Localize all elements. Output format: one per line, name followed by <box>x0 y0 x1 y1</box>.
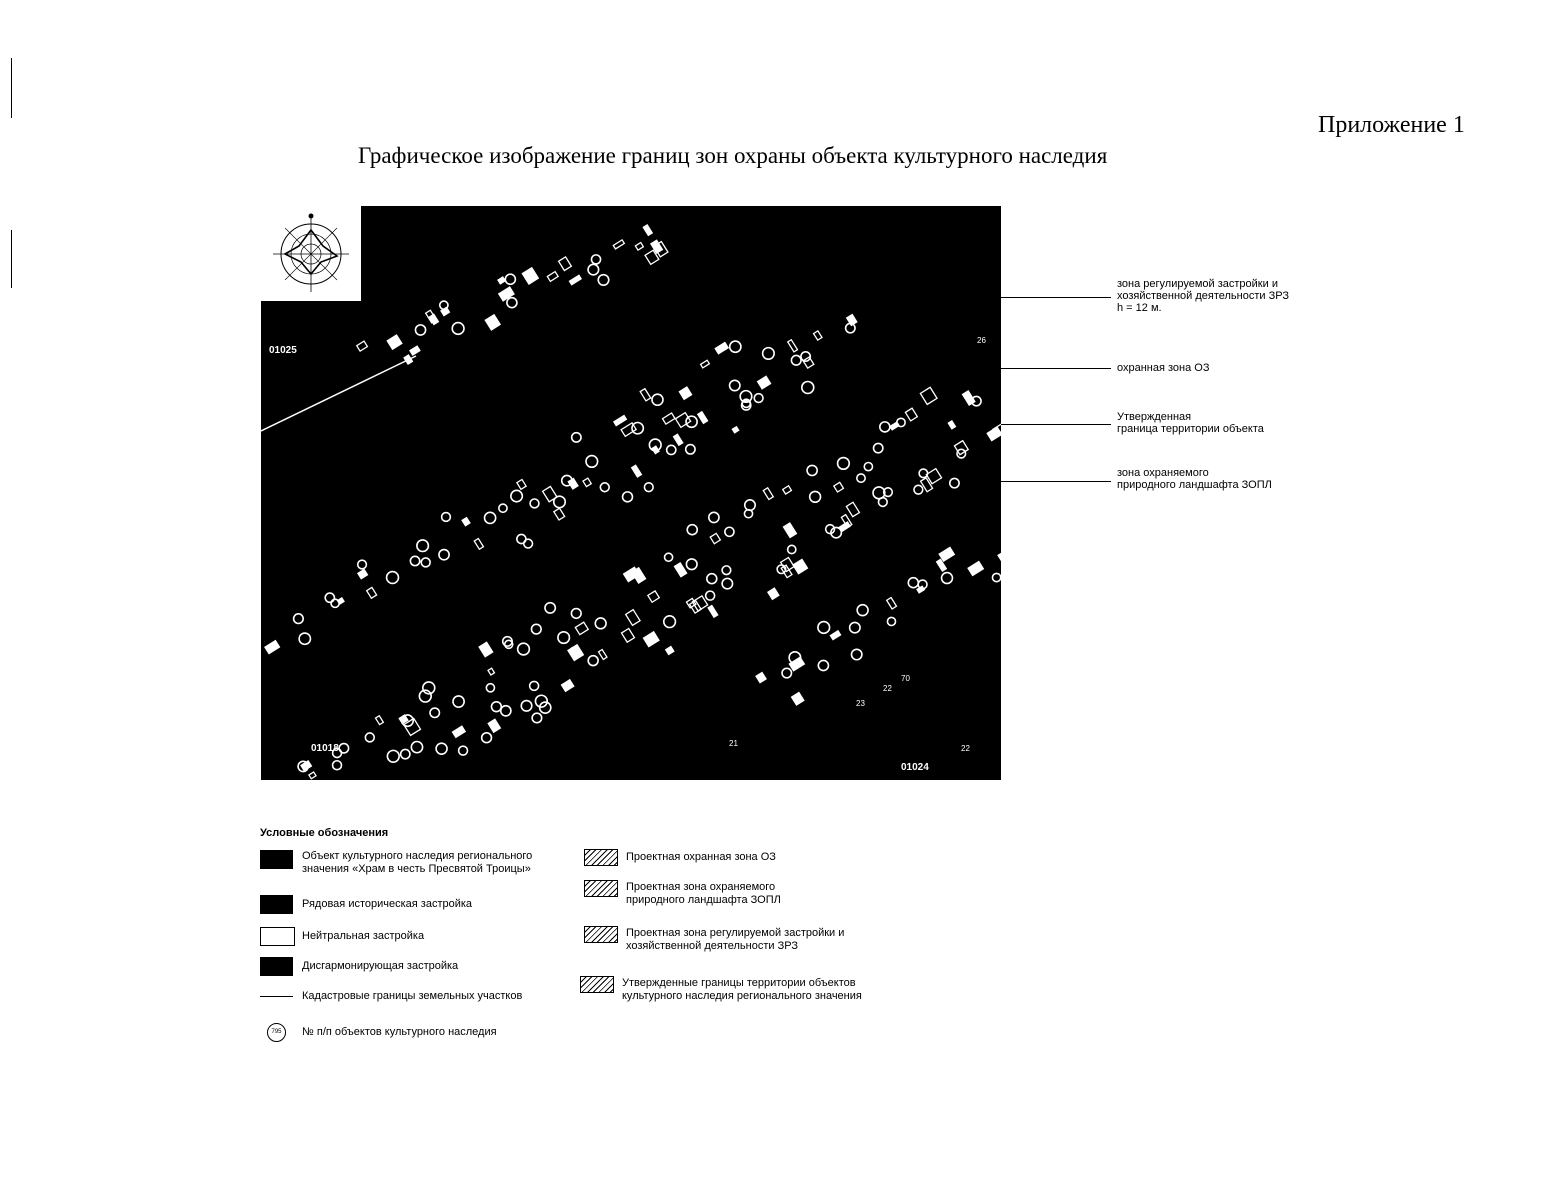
building-icon <box>571 609 581 619</box>
cadastral-boundary-line <box>261 356 416 431</box>
callout-leader-boundary <box>1001 424 1111 425</box>
callout-leader-zrz <box>1001 297 1111 298</box>
building-icon <box>814 331 822 340</box>
building-icon <box>530 499 539 508</box>
callout-zrz <box>1117 278 1289 314</box>
building-icon <box>501 706 511 716</box>
building-icon <box>499 287 514 301</box>
building-icon <box>485 512 496 523</box>
building-icon <box>937 559 947 571</box>
building-icon <box>950 478 959 487</box>
building-icon <box>745 500 756 511</box>
callout-zopl-line1: зона охраняемого <box>1117 467 1209 479</box>
page-title: Графическое изображение границ зон охраны объекта культурного наследия <box>358 143 1108 168</box>
building-icon <box>586 456 598 468</box>
building-icon <box>687 525 697 535</box>
building-icon <box>686 559 697 570</box>
building-icon <box>754 394 763 403</box>
building-icon <box>387 750 399 762</box>
building-icon <box>333 761 342 770</box>
building-icon <box>430 708 439 717</box>
building-icon <box>803 357 814 368</box>
building-icon <box>621 628 634 642</box>
building-icon <box>709 512 719 522</box>
building-number-label: 22 <box>883 684 892 693</box>
callout-zrz-line2: хозяйственной деятельности ЗРЗ <box>1117 290 1289 302</box>
building-icon <box>846 502 859 516</box>
building-icon <box>376 716 384 725</box>
building-icon <box>498 277 505 284</box>
building-icon <box>482 733 492 743</box>
legend-item-label: Дисгармонирующая застройка <box>302 960 459 972</box>
building-icon <box>524 539 533 548</box>
building-icon <box>722 578 732 588</box>
building-icon <box>429 314 438 324</box>
building-icon <box>358 560 367 569</box>
building-icon <box>505 274 515 284</box>
building-icon <box>665 553 673 561</box>
building-icon <box>998 550 1001 565</box>
building-icon <box>559 257 572 271</box>
building-icon <box>568 478 578 489</box>
callout-leader-zopl <box>1001 481 1111 482</box>
building-icon <box>632 423 643 434</box>
legend-item-label: Утвержденные границы территории объектов <box>622 977 856 989</box>
building-icon <box>715 343 728 354</box>
legend-item-label: Объект культурного наследия регионального <box>302 850 533 862</box>
building-icon <box>462 518 470 526</box>
callout-leader-oz <box>1001 368 1111 369</box>
building-icon <box>791 355 801 365</box>
legend-item-label: значения «Храм в честь Пресвятой Троицы» <box>302 863 531 875</box>
building-icon <box>491 702 501 712</box>
compass-rose-icon <box>261 206 361 301</box>
building-icon <box>730 380 740 390</box>
building-icon <box>782 668 791 677</box>
building-icon <box>404 355 412 364</box>
building-icon <box>643 225 652 235</box>
building-icon <box>708 605 718 617</box>
legend-item-label: природного ландшафта ЗОПЛ <box>626 894 781 906</box>
building-icon <box>479 642 493 656</box>
building-icon <box>838 458 850 470</box>
callout-oz <box>1117 362 1210 374</box>
building-icon <box>730 341 741 352</box>
legend-swatch-black <box>260 850 293 869</box>
building-icon <box>873 443 882 452</box>
map-canvas[interactable] <box>261 206 1001 780</box>
building-icon <box>644 632 659 647</box>
building-icon <box>648 591 659 602</box>
building-icon <box>632 465 642 477</box>
building-icon <box>792 693 804 705</box>
building-icon <box>598 275 609 286</box>
building-icon <box>793 559 807 573</box>
building-icon <box>331 599 339 607</box>
building-icon <box>569 275 581 284</box>
building-icon <box>518 643 530 655</box>
building-icon <box>789 657 804 671</box>
building-icon <box>486 684 494 692</box>
building-icon <box>309 772 316 779</box>
callout-zrz-line3: h = 12 м. <box>1117 302 1162 314</box>
building-icon <box>756 673 766 683</box>
callout-boundary-line1: Утвержденная <box>1117 411 1192 423</box>
building-icon <box>357 341 368 351</box>
building-icon <box>905 408 917 421</box>
building-icon <box>436 743 447 754</box>
building-icon <box>532 713 542 723</box>
building-icon <box>783 486 792 494</box>
building-number-label: 22 <box>961 744 970 753</box>
building-icon <box>535 695 547 707</box>
building-icon <box>591 255 600 264</box>
callout-zopl <box>1117 467 1272 491</box>
building-icon <box>763 488 773 500</box>
callout-boundary-line2: граница территории объекта <box>1117 423 1264 435</box>
building-icon <box>810 491 821 502</box>
building-icon <box>768 588 779 599</box>
building-icon <box>488 719 500 732</box>
building-icon <box>674 563 686 577</box>
legend-title: Условные обозначения <box>260 827 389 839</box>
building-icon <box>939 547 954 561</box>
legend-item-label: Проектная зона охраняемого <box>626 881 776 893</box>
building-icon <box>763 348 775 360</box>
building-icon <box>554 496 566 508</box>
building-icon <box>421 558 430 567</box>
building-number-label: 21 <box>729 739 738 748</box>
legend-item-label: № п/п объектов культурного наследия <box>302 1026 497 1038</box>
parcel-label: 01024 <box>901 762 929 773</box>
building-icon <box>415 325 425 335</box>
building-icon <box>788 340 798 352</box>
building-icon <box>788 545 796 553</box>
building-icon <box>968 562 983 576</box>
building-icon <box>850 622 860 632</box>
building-icon <box>442 513 451 522</box>
building-icon <box>588 656 598 666</box>
building-icon <box>294 614 304 624</box>
margin-rule-bottom <box>11 230 12 288</box>
callout-oz-line1: охранная зона ОЗ <box>1117 362 1210 374</box>
building-icon <box>674 434 683 445</box>
building-icon <box>802 382 814 394</box>
building-icon <box>920 387 937 404</box>
building-icon <box>387 572 399 584</box>
building-icon <box>890 422 899 430</box>
building-icon <box>679 387 691 399</box>
building-icon <box>530 681 539 690</box>
building-icon <box>686 445 695 454</box>
building-icon <box>401 749 410 758</box>
building-icon <box>851 649 861 659</box>
building-icon <box>675 413 690 428</box>
building-icon <box>948 421 955 429</box>
building-icon <box>265 641 279 654</box>
building-icon <box>499 504 507 512</box>
building-icon <box>452 323 464 335</box>
building-icon <box>710 533 720 543</box>
callout-zrz-line1: зона регулируемой застройки и <box>1117 278 1278 290</box>
building-icon <box>562 680 574 692</box>
building-icon <box>686 416 697 427</box>
building-icon <box>783 523 796 538</box>
building-icon <box>725 527 734 536</box>
building-icon <box>572 433 581 442</box>
building-icon <box>908 578 918 588</box>
building-icon <box>439 550 449 560</box>
building-icon <box>599 650 607 660</box>
building-icon <box>485 315 500 330</box>
building-icon <box>644 483 653 492</box>
building-icon <box>722 566 731 575</box>
building-icon <box>887 617 895 625</box>
building-icon <box>807 465 817 475</box>
building-icon <box>531 624 541 634</box>
building-icon <box>706 591 715 600</box>
building-icon <box>880 422 890 432</box>
callout-zopl-line2: природного ландшафта ЗОПЛ <box>1117 479 1272 491</box>
building-icon <box>664 616 676 628</box>
building-icon <box>857 605 868 616</box>
building-icon <box>623 492 633 502</box>
building-icon <box>453 726 466 737</box>
legend-swatch-hatch <box>584 926 618 943</box>
map-buildings-layer <box>261 206 1001 780</box>
building-icon <box>517 480 526 490</box>
building-number-label: 23 <box>856 699 865 708</box>
building-icon <box>410 556 419 565</box>
building-icon <box>474 539 483 550</box>
building-icon <box>325 593 334 602</box>
building-icon <box>453 696 464 707</box>
building-icon <box>758 376 771 389</box>
parcel-label: 01025 <box>269 345 297 356</box>
building-icon <box>613 240 624 249</box>
building-icon <box>992 573 1000 581</box>
building-icon <box>387 335 402 349</box>
building-icon <box>339 744 348 753</box>
building-icon <box>367 587 377 598</box>
building-icon <box>595 618 606 629</box>
building-icon <box>507 298 517 308</box>
building-icon <box>666 647 674 655</box>
building-icon <box>732 427 738 433</box>
building-icon <box>299 633 310 644</box>
building-icon <box>521 701 532 712</box>
building-icon <box>488 668 494 675</box>
building-icon <box>410 346 420 355</box>
building-icon <box>511 490 522 501</box>
building-number-label: 70 <box>901 674 910 683</box>
building-icon <box>588 264 599 275</box>
building-icon <box>583 478 591 487</box>
building-icon <box>652 394 663 405</box>
building-icon <box>554 508 565 520</box>
building-icon <box>635 243 643 251</box>
legend-swatch-line <box>260 996 293 997</box>
building-icon <box>365 733 374 742</box>
legend-swatch-black <box>260 957 293 976</box>
building-icon <box>522 268 538 284</box>
legend-swatch-hatch <box>584 880 618 897</box>
legend-item-label: Проектная охранная зона ОЗ <box>626 851 776 863</box>
margin-rule-top <box>11 58 12 118</box>
legend-swatch-circle-icon: 795 <box>267 1023 286 1042</box>
building-icon <box>919 469 927 477</box>
building-icon <box>411 741 422 752</box>
building-icon <box>626 610 640 626</box>
appendix-label: Приложение 1 <box>1318 112 1465 138</box>
legend-swatch-white <box>260 927 295 946</box>
building-icon <box>621 423 636 437</box>
building-icon <box>942 573 953 584</box>
parcel-label: 01018 <box>311 743 339 754</box>
callout-boundary <box>1117 411 1264 435</box>
building-icon <box>917 586 924 593</box>
building-icon <box>558 632 570 644</box>
building-icon <box>818 622 830 634</box>
building-icon <box>640 389 650 401</box>
legend-item-label: Кадастровые границы земельных участков <box>302 990 523 1002</box>
legend-item-label: Рядовая историческая застройка <box>302 898 473 910</box>
building-icon <box>834 482 844 492</box>
building-icon <box>698 412 708 424</box>
building-icon <box>830 631 840 640</box>
building-icon <box>818 660 828 670</box>
building-icon <box>600 483 609 492</box>
building-icon <box>707 574 717 584</box>
building-icon <box>545 603 555 613</box>
building-icon <box>358 569 368 578</box>
building-icon <box>663 413 675 424</box>
building-icon <box>667 445 676 454</box>
building-icon <box>575 622 588 634</box>
legend-swatch-hatch <box>584 849 618 866</box>
building-icon <box>440 301 448 309</box>
building-icon <box>914 485 923 494</box>
legend-item-label: хозяйственной деятельности ЗРЗ <box>626 940 798 952</box>
building-number-label: 26 <box>977 336 986 345</box>
building-icon <box>547 272 558 282</box>
building-icon <box>614 416 627 426</box>
building-icon <box>459 746 468 755</box>
building-icon <box>887 598 897 609</box>
legend-swatch-black <box>260 895 293 914</box>
legend-item-label: культурного наследия регионального значения <box>622 990 862 1002</box>
legend-item-label: Нейтральная застройка <box>302 930 425 942</box>
legend-swatch-hatch <box>580 976 614 993</box>
legend-item-label: Проектная зона регулируемой застройки и <box>626 927 845 939</box>
building-icon <box>701 360 710 368</box>
building-icon <box>417 540 429 552</box>
building-icon <box>864 462 872 470</box>
building-icon <box>857 474 865 482</box>
building-icon <box>632 568 646 583</box>
